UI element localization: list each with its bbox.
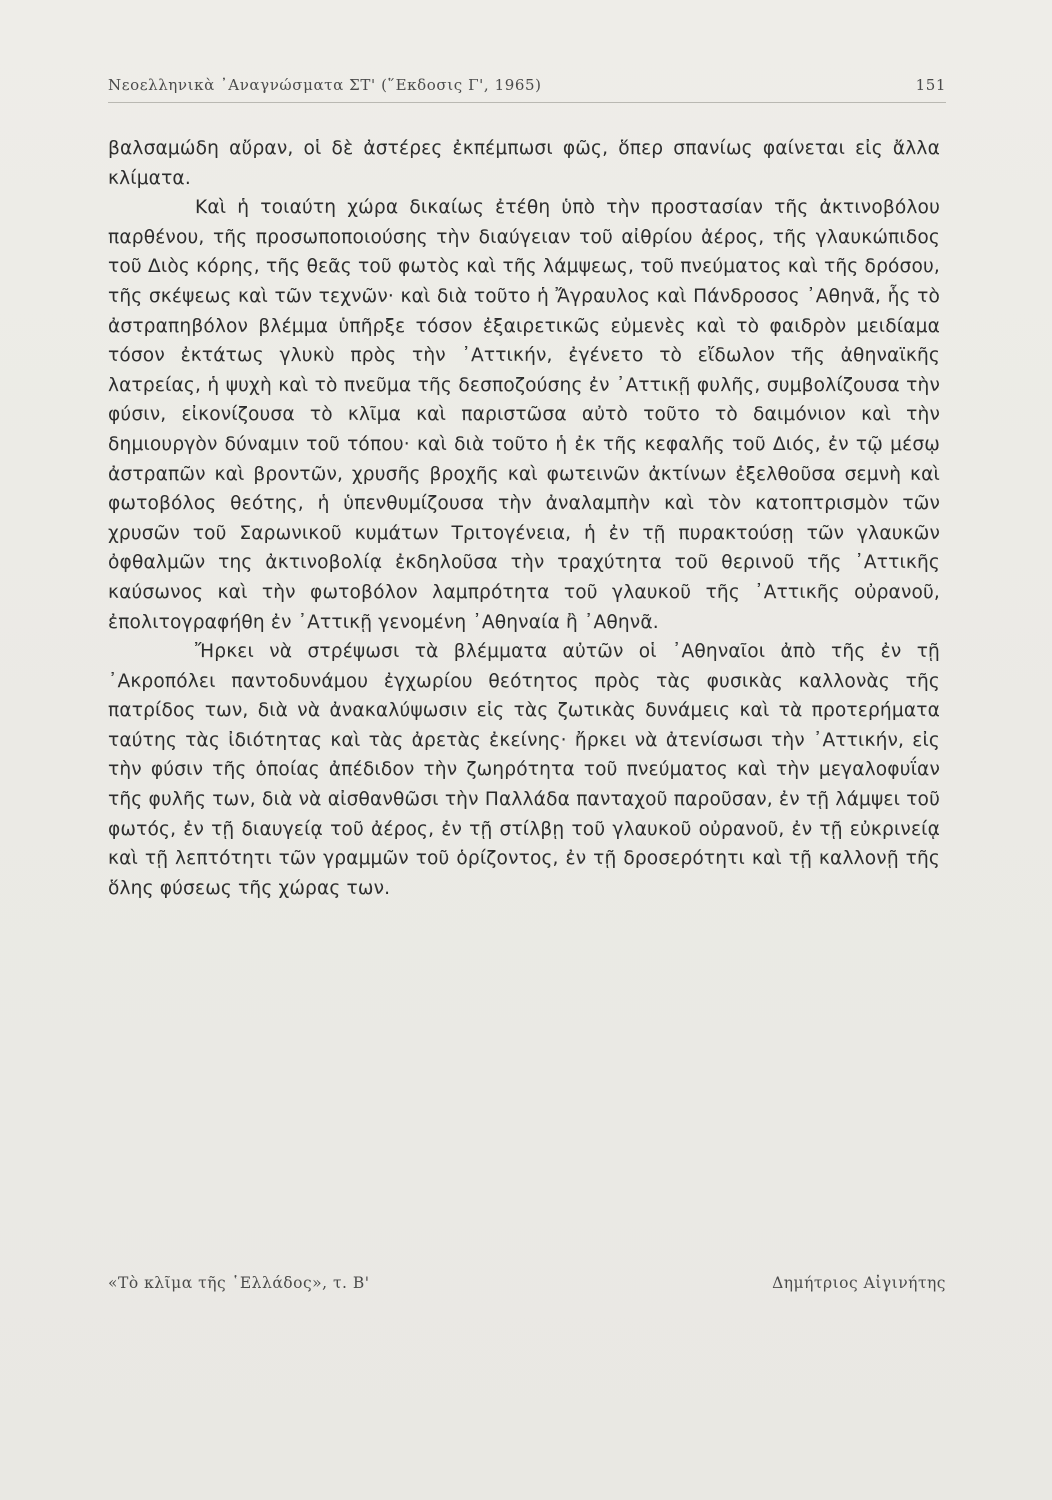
book-title: Νεοελληνικὰ ᾿Αναγνώσματα ΣΤ' (῞Εκδοσις Γ', 1965) bbox=[108, 76, 542, 94]
author-name: Δημήτριος Αἰγινήτης bbox=[772, 1274, 946, 1292]
source-line bbox=[108, 1274, 946, 1296]
body-text bbox=[108, 134, 940, 903]
header-rule bbox=[108, 102, 946, 103]
running-head bbox=[108, 76, 946, 98]
page-number: 151 bbox=[915, 76, 946, 94]
source-citation: «Τὸ κλῖμα τῆς ῾Ελλάδος», τ. Β' bbox=[108, 1274, 370, 1292]
paragraph-2: Καὶ ἡ τοιαύτη χώρα δικαίως ἐτέθη ὑπὸ τὴν προστασίαν τῆς ἀκτινοβόλου παρθένου, τῆς προσωποποιούσης τὴν διαύγειαν τοῦ αἰθρίου ἀέρος, τῆς γλαυκώπιδος τοῦ Διὸς κόρης, τῆς θεᾶς τοῦ φωτὸς καὶ τῆς λάμψεως, τοῦ πνεύματος καὶ τῆς δρόσου, τῆς σκέψεως καὶ τῶν τεχνῶν· καὶ διὰ τοῦτο ἡ Ἄγραυλος καὶ Πάνδροσος ᾿Αθηνᾶ, ἧς τὸ ἀστραπηβόλον βλέμμα ὑπῆρξε τόσον ἐξαιρετικῶς εὐμενὲς καὶ τὸ φαιδρὸν μειδίαμα τόσον ἐκτάτως γλυκὺ πρὸς τὴν ᾿Αττικήν, ἐγένετο τὸ εἴδωλον τῆς ἀθηναϊκῆς λατρείας, ἡ ψυχὴ καὶ τὸ πνεῦμα τῆς δεσποζούσης ἐν ᾿Αττικῇ φυλῆς, συμβολίζουσα τὴν φύσιν, εἰκονίζουσα τὸ κλῖμα καὶ παριστῶσα αὐτὸ τοῦτο τὸ δαιμόνιον καὶ τὴν δημιουργὸν δύναμιν τοῦ τόπου· καὶ διὰ τοῦτο ἡ ἐκ τῆς κεφαλῆς τοῦ Διός, ἐν τῷ μέσῳ ἀστραπῶν καὶ βροντῶν, χρυσῆς βροχῆς καὶ φωτεινῶν ἀκτίνων ἐξελθοῦσα σεμνὴ καὶ φωτοβόλος θεότης, ἡ ὑπενθυμίζουσα τὴν ἀναλαμπὴν καὶ τὸν κατοπτρισμὸν τῶν χρυσῶν τοῦ Σαρωνικοῦ κυμάτων Τριτογένεια, ἡ ἐν τῇ πυρακτούσῃ τῶν γλαυκῶν ὀφθαλμῶν της ἀκτινοβολίᾳ ἐκδηλοῦσα τὴν τραχύτητα τοῦ θερινοῦ τῆς ᾿Αττικῆς καύσωνος καὶ τὴν φωτοβόλον λαμπρότητα τοῦ γλαυκοῦ τῆς ᾿Αττικῆς οὐρανοῦ, ἐπολιτογραφήθη ἐν ᾿Αττικῇ γενομένη ᾿Αθηναία ἢ ᾿Αθηνᾶ. bbox=[108, 197, 940, 633]
paragraph-3: Ἤρκει νὰ στρέψωσι τὰ βλέμματα αὐτῶν οἱ ᾿Αθηναῖοι ἀπὸ τῆς ἐν τῇ ᾿Ακροπόλει παντοδυνάμου ἐγχωρίου θεότητος πρὸς τὰς φυσικὰς καλλονὰς τῆς πατρίδος των, διὰ νὰ ἀνακαλύψωσιν εἰς τὰς ζωτικὰς δυνάμεις καὶ τὰ προτερήματα ταύτης τὰς ἰδιότητας καὶ τὰς ἀρετὰς ἐκείνης· ἤρκει νὰ ἀτενίσωσι τὴν ᾿Αττικήν, εἰς τὴν φύσιν τῆς ὁποίας ἀπέδιδον τὴν ζωηρότητα τοῦ πνεύματος καὶ τὴν μεγαλοφυΐαν τῆς φυλῆς των, διὰ νὰ αἰσθανθῶσι τὴν Παλλάδα πανταχοῦ παροῦσαν, ἐν τῇ λάμψει τοῦ φωτός, ἐν τῇ διαυγείᾳ τοῦ ἀέρος, ἐν τῇ στίλβῃ τοῦ γλαυκοῦ οὐρανοῦ, ἐν τῇ εὐκρινείᾳ καὶ τῇ λεπτότητι τῶν γραμμῶν τοῦ ὁρίζοντος, ἐν τῇ δροσερότητι καὶ τῇ καλλονῇ τῆς ὅλης φύσεως τῆς χώρας των. bbox=[108, 641, 940, 899]
paragraph-1: βαλσαμώδη αὔραν, οἱ δὲ ἀστέρες ἐκπέμπωσι φῶς, ὅπερ σπανίως φαίνεται εἰς ἄλλα κλίματα. bbox=[108, 138, 940, 189]
